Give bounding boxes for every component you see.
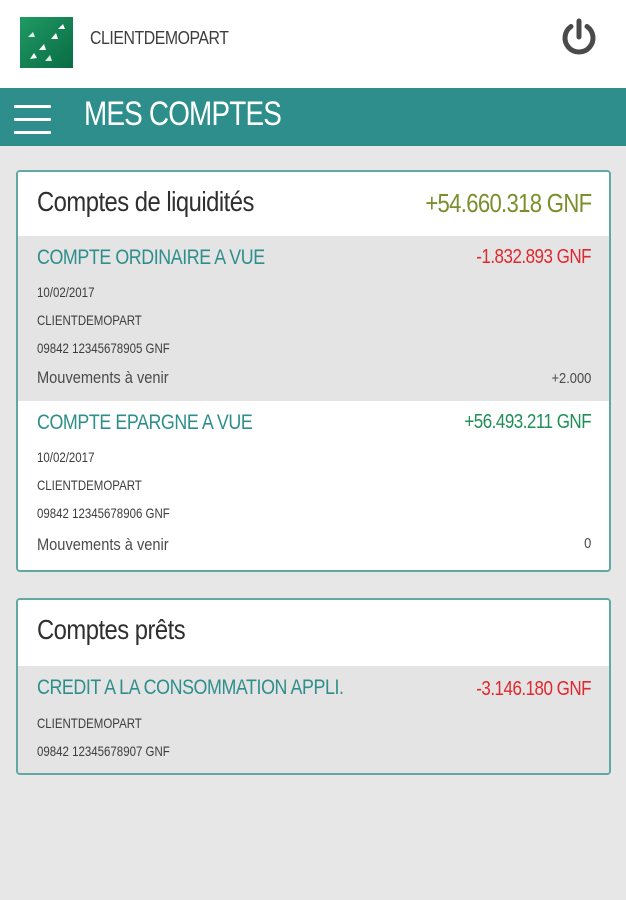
page-title: MES COMPTES (84, 95, 282, 133)
liquidity-card-header (18, 172, 609, 236)
account-balance: +56.493.211 GNF (464, 411, 591, 433)
upcoming-movements-value: 0 (583, 535, 591, 552)
logout-button[interactable] (555, 14, 603, 62)
account-item[interactable] (18, 666, 609, 773)
loan-accounts-card (16, 598, 611, 775)
hamburger-menu-icon[interactable] (14, 105, 51, 134)
account-holder: CLIENTDEMOPART (37, 312, 142, 328)
account-holder: CLIENTDEMOPART (37, 477, 142, 493)
liquidity-accounts-card (16, 170, 611, 572)
upcoming-movements-label: Mouvements à venir (37, 368, 169, 387)
account-number: 09842 12345678906 GNF (37, 505, 170, 521)
account-item[interactable] (18, 401, 609, 570)
bank-logo-icon (20, 17, 73, 68)
account-number: 09842 12345678907 GNF (37, 743, 170, 759)
account-number: 09842 12345678905 GNF (37, 340, 170, 356)
account-balance: -3.146.180 GNF (476, 678, 591, 700)
account-name: COMPTE EPARGNE A VUE (37, 411, 253, 434)
account-name: COMPTE ORDINAIRE A VUE (37, 246, 265, 269)
account-item[interactable] (18, 236, 609, 401)
account-balance: -1.832.893 GNF (476, 246, 591, 268)
account-date: 10/02/2017 (37, 284, 95, 300)
liquidity-total: +54.660.318 GNF (424, 188, 591, 218)
client-name: CLIENTDEMOPART (90, 28, 229, 48)
account-name: CREDIT A LA CONSOMMATION APPLI. (37, 676, 344, 699)
top-bar (0, 0, 626, 88)
loan-card-title: Comptes prêts (37, 614, 186, 645)
upcoming-movements-label: Mouvements à venir (37, 535, 169, 554)
upcoming-movements-value: +2.000 (551, 370, 591, 387)
account-date: 10/02/2017 (37, 449, 95, 465)
liquidity-card-title: Comptes de liquidités (37, 186, 254, 217)
header-bar (0, 88, 626, 146)
loan-card-header (18, 600, 609, 666)
power-icon (558, 17, 600, 59)
account-holder: CLIENTDEMOPART (37, 715, 142, 731)
